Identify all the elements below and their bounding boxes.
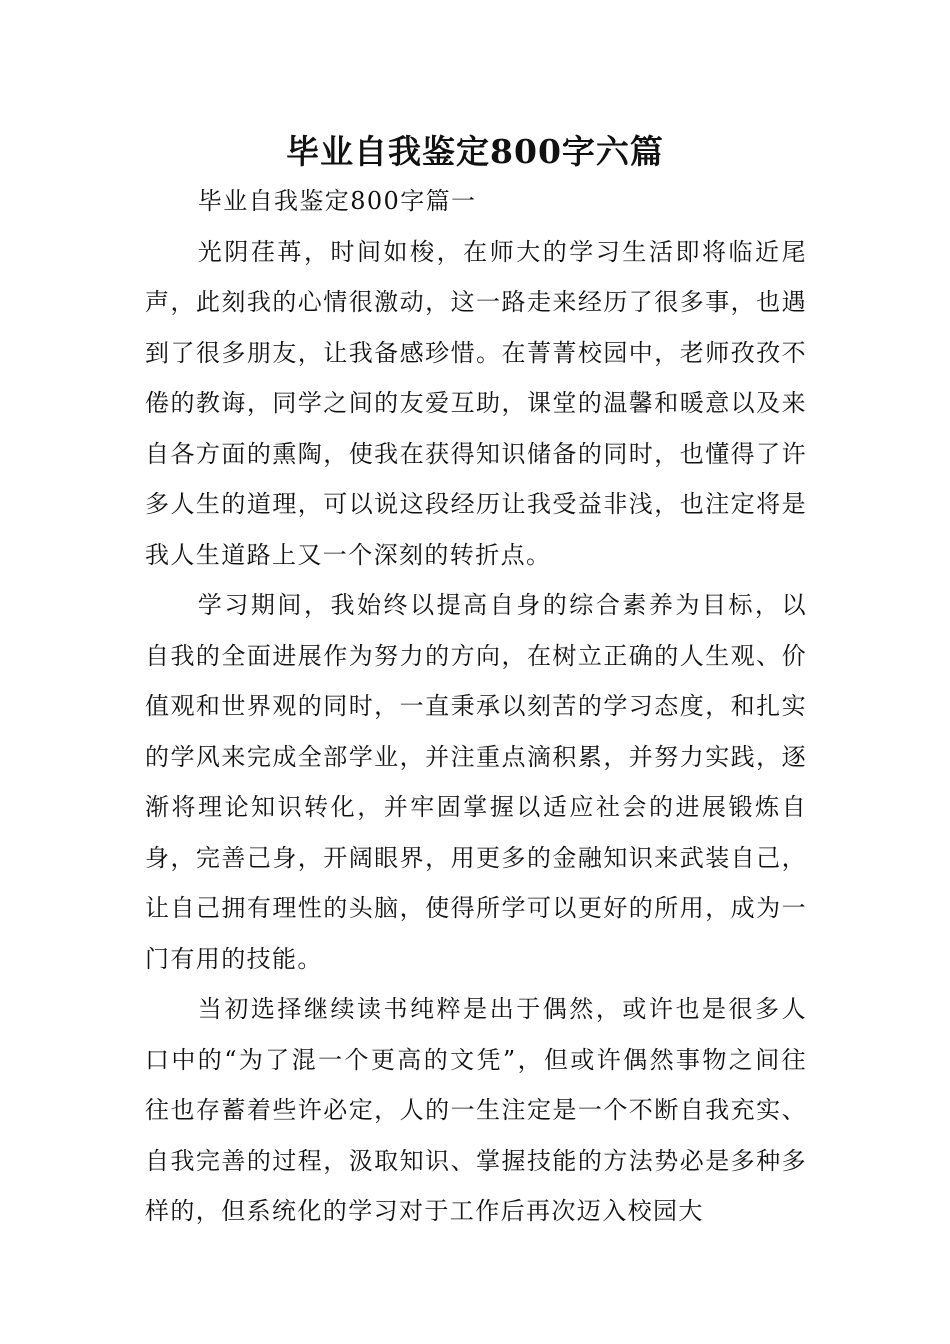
paragraph-1: 光阴荏苒，时间如梭，在师大的学习生活即将临近尾声，此刻我的心情很激动，这一路走来经历了很多事，也遇到了很多朋友，让我备感珍惜。在菁菁校园中，老师孜孜不倦的教诲，同学之间的友爱互助，课堂的温馨和暖意以及来自各方面的熏陶，使我在获得知识储备的同时，也懂得了许多人生的道理，可以说这段经历让我受益非浅，也注定将是我人生道路上又一个深刻的转折点。 xyxy=(145,237,807,569)
document-title: 毕业自我鉴定800字六篇 xyxy=(286,132,664,171)
paragraph-3: 当初选择继续读书纯粹是出于偶然，或许也是很多人口中的“为了混一个更高的文凭”，但或许偶然事物之间往往也存蓄着些许必定，人的一生注定是一个不断自我充实、自我完善的过程，汲取知识、掌握技能的方法势必是多种多样的，但系统化的学习对于工作后再次迈入校园大 xyxy=(145,995,807,1225)
paragraph-2: 学习期间，我始终以提高自身的综合素养为目标，以自我的全面进展作为努力的方向，在树立正确的人生观、价值观和世界观的同时，一直秉承以刻苦的学习态度，和扎实的学风来完成全部学业，并注重点滴积累，并努力实践，逐渐将理论知识转化，并牢固掌握以适应社会的进展锻炼自身，完善己身，开阔眼界，用更多的金融知识来武装自己，让自己拥有理性的头脑，使得所学可以更好的所用，成为一门有用的技能。 xyxy=(145,591,807,973)
section-heading: 毕业自我鉴定800字篇一 xyxy=(197,187,477,215)
document-body xyxy=(145,176,807,1237)
